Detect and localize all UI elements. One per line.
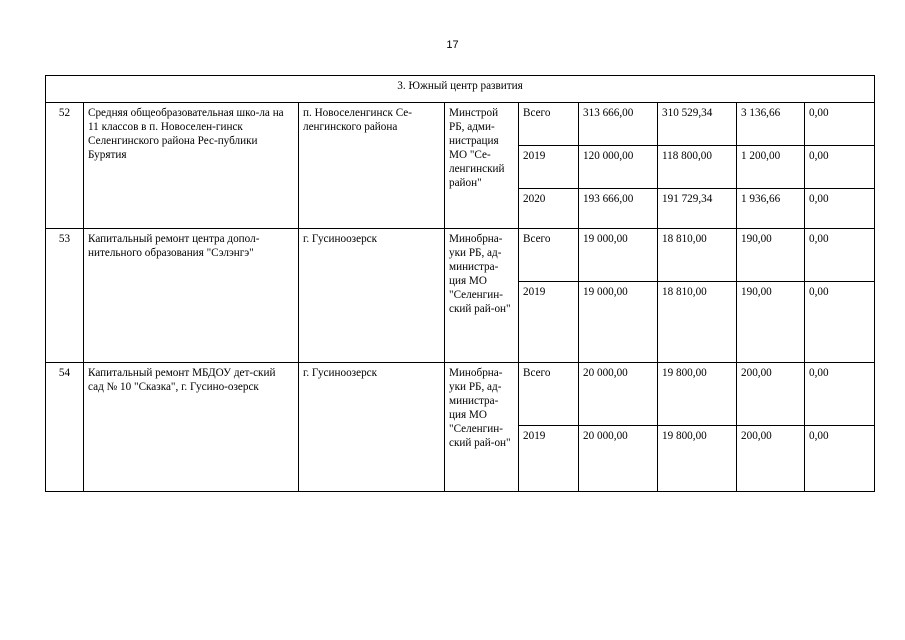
object-customer: Минобрна-уки РБ, ад-министра-ция МО "Селенгин-ский рай-он" <box>445 363 519 492</box>
table-row <box>46 363 875 426</box>
table-row <box>46 229 875 282</box>
page-number: 17 <box>446 39 459 51</box>
value-cell: 313 666,00 <box>579 103 658 146</box>
value-cell: 200,00 <box>737 363 805 426</box>
value-cell: 19 800,00 <box>658 426 737 492</box>
value-cell: 191 729,34 <box>658 189 737 229</box>
section-row <box>46 76 875 103</box>
value-cell: 190,00 <box>737 229 805 282</box>
value-cell: 193 666,00 <box>579 189 658 229</box>
section-title: 3. Южный центр развития <box>46 76 875 103</box>
value-cell: 118 800,00 <box>658 146 737 189</box>
value-cell: 0,00 <box>805 363 875 426</box>
value-cell: 0,00 <box>805 146 875 189</box>
year-cell: 2019 <box>519 282 579 363</box>
value-cell: 18 810,00 <box>658 229 737 282</box>
value-cell: 310 529,34 <box>658 103 737 146</box>
row-number: 54 <box>46 363 84 492</box>
object-name: Средняя общеобразовательная шко-ла на 11 классов в п. Новоселен-гинск Селенгинского района Рес-публики Бурятия <box>84 103 299 229</box>
value-cell: 0,00 <box>805 426 875 492</box>
value-cell: 0,00 <box>805 189 875 229</box>
table-row <box>46 103 875 146</box>
value-cell: 3 136,66 <box>737 103 805 146</box>
value-cell: 200,00 <box>737 426 805 492</box>
year-cell: Всего <box>519 363 579 426</box>
object-customer: Минстрой РБ, адми-нистрация МО "Се-ленгинский район" <box>445 103 519 229</box>
year-cell: Всего <box>519 103 579 146</box>
value-cell: 1 936,66 <box>737 189 805 229</box>
value-cell: 20 000,00 <box>579 363 658 426</box>
year-cell: 2019 <box>519 426 579 492</box>
value-cell: 190,00 <box>737 282 805 363</box>
object-name: Капитальный ремонт центра допол-нительного образования "Сэлэнгэ" <box>84 229 299 363</box>
object-location: г. Гусиноозерск <box>299 229 445 363</box>
object-name: Капитальный ремонт МБДОУ дет-ский сад № 10 "Сказка", г. Гусино-озерск <box>84 363 299 492</box>
row-number: 52 <box>46 103 84 229</box>
value-cell: 20 000,00 <box>579 426 658 492</box>
value-cell: 18 810,00 <box>658 282 737 363</box>
value-cell: 0,00 <box>805 103 875 146</box>
value-cell: 1 200,00 <box>737 146 805 189</box>
year-cell: 2019 <box>519 146 579 189</box>
value-cell: 0,00 <box>805 282 875 363</box>
value-cell: 19 800,00 <box>658 363 737 426</box>
object-customer: Минобрна-уки РБ, ад-министра-ция МО "Селенгин-ский рай-он" <box>445 229 519 363</box>
value-cell: 19 000,00 <box>579 282 658 363</box>
projects-table <box>45 75 875 492</box>
year-cell: 2020 <box>519 189 579 229</box>
object-location: п. Новоселенгинск Се-ленгинского района <box>299 103 445 229</box>
object-location: г. Гусиноозерск <box>299 363 445 492</box>
year-cell: Всего <box>519 229 579 282</box>
value-cell: 19 000,00 <box>579 229 658 282</box>
value-cell: 0,00 <box>805 229 875 282</box>
value-cell: 120 000,00 <box>579 146 658 189</box>
row-number: 53 <box>46 229 84 363</box>
